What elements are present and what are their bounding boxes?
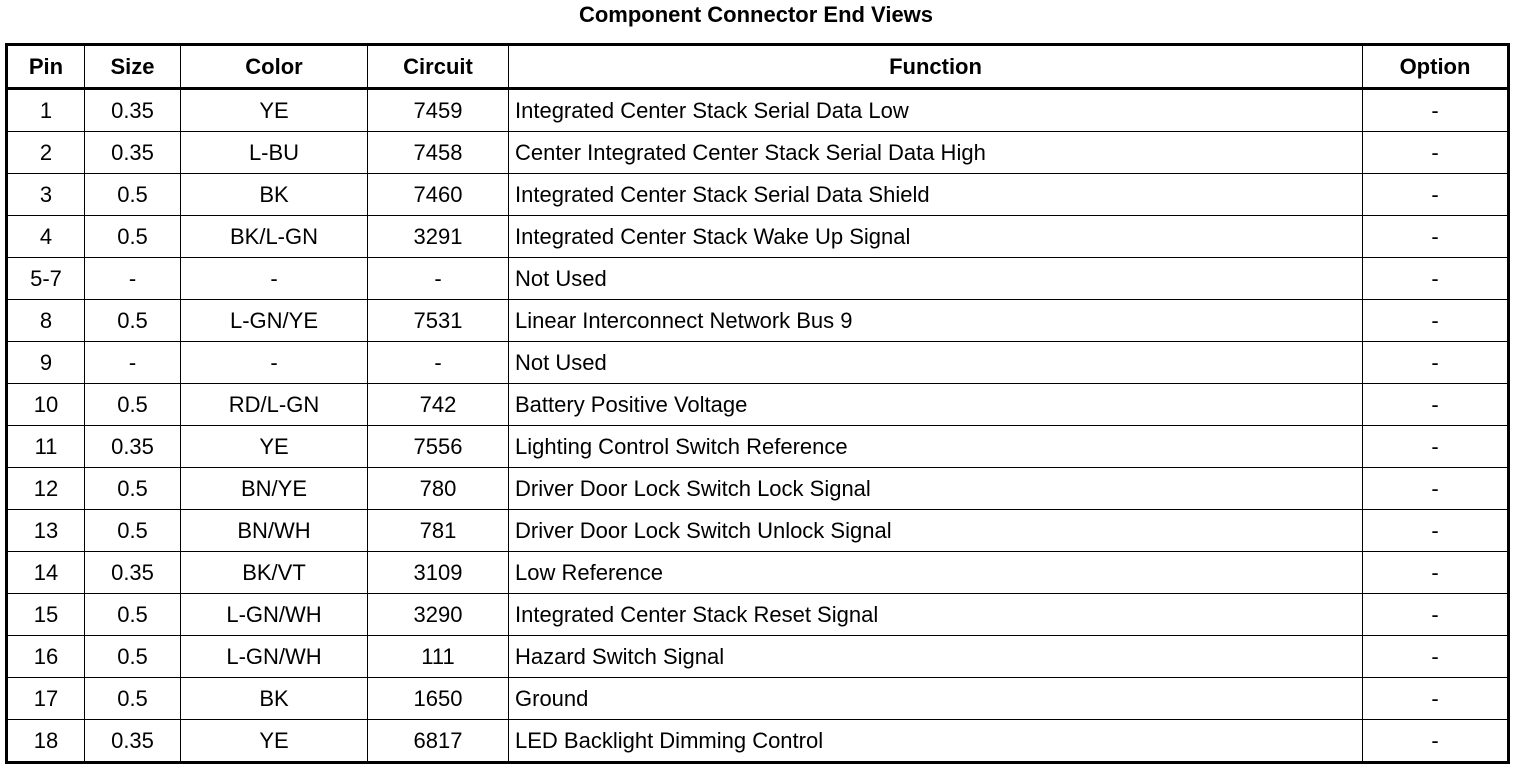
cell-size: 0.5 bbox=[85, 300, 181, 342]
cell-function: Hazard Switch Signal bbox=[509, 636, 1363, 678]
cell-color: - bbox=[181, 258, 368, 300]
cell-pin: 12 bbox=[7, 468, 85, 510]
cell-circuit: - bbox=[368, 258, 509, 300]
cell-circuit: 781 bbox=[368, 510, 509, 552]
cell-option: - bbox=[1363, 384, 1509, 426]
cell-circuit: 3290 bbox=[368, 594, 509, 636]
cell-color: BK/VT bbox=[181, 552, 368, 594]
cell-function: Lighting Control Switch Reference bbox=[509, 426, 1363, 468]
cell-pin: 3 bbox=[7, 174, 85, 216]
table-row bbox=[7, 216, 1509, 258]
cell-pin: 18 bbox=[7, 720, 85, 763]
cell-pin: 1 bbox=[7, 89, 85, 132]
cell-color: - bbox=[181, 342, 368, 384]
table-row bbox=[7, 594, 1509, 636]
table-row bbox=[7, 720, 1509, 763]
cell-option: - bbox=[1363, 468, 1509, 510]
cell-function: Center Integrated Center Stack Serial Data High bbox=[509, 132, 1363, 174]
cell-pin: 5-7 bbox=[7, 258, 85, 300]
table-row bbox=[7, 636, 1509, 678]
cell-color: BN/YE bbox=[181, 468, 368, 510]
table-row bbox=[7, 132, 1509, 174]
table-row bbox=[7, 174, 1509, 216]
cell-size: 0.5 bbox=[85, 636, 181, 678]
cell-option: - bbox=[1363, 89, 1509, 132]
header-row bbox=[7, 45, 1509, 89]
cell-size: 0.5 bbox=[85, 384, 181, 426]
cell-option: - bbox=[1363, 594, 1509, 636]
cell-pin: 13 bbox=[7, 510, 85, 552]
cell-size: 0.35 bbox=[85, 132, 181, 174]
cell-function: Driver Door Lock Switch Unlock Signal bbox=[509, 510, 1363, 552]
table-row bbox=[7, 89, 1509, 132]
cell-size: 0.5 bbox=[85, 678, 181, 720]
column-header-color: Color bbox=[181, 45, 368, 89]
cell-option: - bbox=[1363, 720, 1509, 763]
cell-color: L-GN/WH bbox=[181, 636, 368, 678]
table-row bbox=[7, 258, 1509, 300]
column-header-pin: Pin bbox=[7, 45, 85, 89]
table-row bbox=[7, 426, 1509, 468]
cell-function: Linear Interconnect Network Bus 9 bbox=[509, 300, 1363, 342]
cell-size: - bbox=[85, 342, 181, 384]
cell-color: YE bbox=[181, 426, 368, 468]
table-row bbox=[7, 468, 1509, 510]
cell-size: 0.5 bbox=[85, 174, 181, 216]
cell-function: Low Reference bbox=[509, 552, 1363, 594]
cell-pin: 10 bbox=[7, 384, 85, 426]
cell-color: YE bbox=[181, 89, 368, 132]
cell-circuit: - bbox=[368, 342, 509, 384]
table-row bbox=[7, 510, 1509, 552]
cell-pin: 4 bbox=[7, 216, 85, 258]
cell-function: Integrated Center Stack Serial Data Low bbox=[509, 89, 1363, 132]
cell-option: - bbox=[1363, 636, 1509, 678]
cell-size: 0.5 bbox=[85, 216, 181, 258]
cell-color: YE bbox=[181, 720, 368, 763]
table-row bbox=[7, 384, 1509, 426]
cell-circuit: 7531 bbox=[368, 300, 509, 342]
cell-color: BK bbox=[181, 678, 368, 720]
table-row bbox=[7, 342, 1509, 384]
cell-color: BK/L-GN bbox=[181, 216, 368, 258]
cell-pin: 11 bbox=[7, 426, 85, 468]
cell-function: LED Backlight Dimming Control bbox=[509, 720, 1363, 763]
cell-color: L-GN/YE bbox=[181, 300, 368, 342]
cell-option: - bbox=[1363, 510, 1509, 552]
cell-color: L-BU bbox=[181, 132, 368, 174]
cell-size: - bbox=[85, 258, 181, 300]
cell-size: 0.5 bbox=[85, 510, 181, 552]
cell-function: Battery Positive Voltage bbox=[509, 384, 1363, 426]
table-row bbox=[7, 552, 1509, 594]
table-row bbox=[7, 300, 1509, 342]
connector-pinout-table bbox=[5, 43, 1510, 764]
cell-option: - bbox=[1363, 552, 1509, 594]
cell-pin: 14 bbox=[7, 552, 85, 594]
cell-size: 0.35 bbox=[85, 426, 181, 468]
cell-color: L-GN/WH bbox=[181, 594, 368, 636]
cell-color: RD/L-GN bbox=[181, 384, 368, 426]
cell-size: 0.35 bbox=[85, 720, 181, 763]
table-body bbox=[7, 89, 1509, 763]
table-header bbox=[7, 45, 1509, 89]
cell-function: Driver Door Lock Switch Lock Signal bbox=[509, 468, 1363, 510]
cell-circuit: 7460 bbox=[368, 174, 509, 216]
cell-circuit: 6817 bbox=[368, 720, 509, 763]
column-header-circuit: Circuit bbox=[368, 45, 509, 89]
cell-option: - bbox=[1363, 426, 1509, 468]
cell-circuit: 3109 bbox=[368, 552, 509, 594]
connector-table-container bbox=[5, 43, 1507, 764]
cell-pin: 16 bbox=[7, 636, 85, 678]
cell-pin: 2 bbox=[7, 132, 85, 174]
cell-function: Not Used bbox=[509, 342, 1363, 384]
cell-color: BN/WH bbox=[181, 510, 368, 552]
cell-circuit: 742 bbox=[368, 384, 509, 426]
cell-circuit: 111 bbox=[368, 636, 509, 678]
cell-size: 0.35 bbox=[85, 552, 181, 594]
cell-circuit: 1650 bbox=[368, 678, 509, 720]
cell-size: 0.5 bbox=[85, 594, 181, 636]
cell-circuit: 7459 bbox=[368, 89, 509, 132]
cell-option: - bbox=[1363, 678, 1509, 720]
page-title: Component Connector End Views bbox=[578, 2, 934, 27]
cell-function: Integrated Center Stack Reset Signal bbox=[509, 594, 1363, 636]
cell-option: - bbox=[1363, 300, 1509, 342]
cell-pin: 15 bbox=[7, 594, 85, 636]
cell-circuit: 7458 bbox=[368, 132, 509, 174]
cell-function: Not Used bbox=[509, 258, 1363, 300]
cell-option: - bbox=[1363, 342, 1509, 384]
cell-option: - bbox=[1363, 132, 1509, 174]
column-header-size: Size bbox=[85, 45, 181, 89]
cell-function: Integrated Center Stack Wake Up Signal bbox=[509, 216, 1363, 258]
cell-option: - bbox=[1363, 216, 1509, 258]
cell-option: - bbox=[1363, 258, 1509, 300]
cell-circuit: 780 bbox=[368, 468, 509, 510]
column-header-function: Function bbox=[509, 45, 1363, 89]
cell-function: Ground bbox=[509, 678, 1363, 720]
cell-pin: 8 bbox=[7, 300, 85, 342]
cell-circuit: 7556 bbox=[368, 426, 509, 468]
cell-option: - bbox=[1363, 174, 1509, 216]
cell-size: 0.35 bbox=[85, 89, 181, 132]
cell-circuit: 3291 bbox=[368, 216, 509, 258]
cell-color: BK bbox=[181, 174, 368, 216]
cell-pin: 17 bbox=[7, 678, 85, 720]
cell-pin: 9 bbox=[7, 342, 85, 384]
table-row bbox=[7, 678, 1509, 720]
column-header-option: Option bbox=[1363, 45, 1509, 89]
cell-size: 0.5 bbox=[85, 468, 181, 510]
cell-function: Integrated Center Stack Serial Data Shield bbox=[509, 174, 1363, 216]
